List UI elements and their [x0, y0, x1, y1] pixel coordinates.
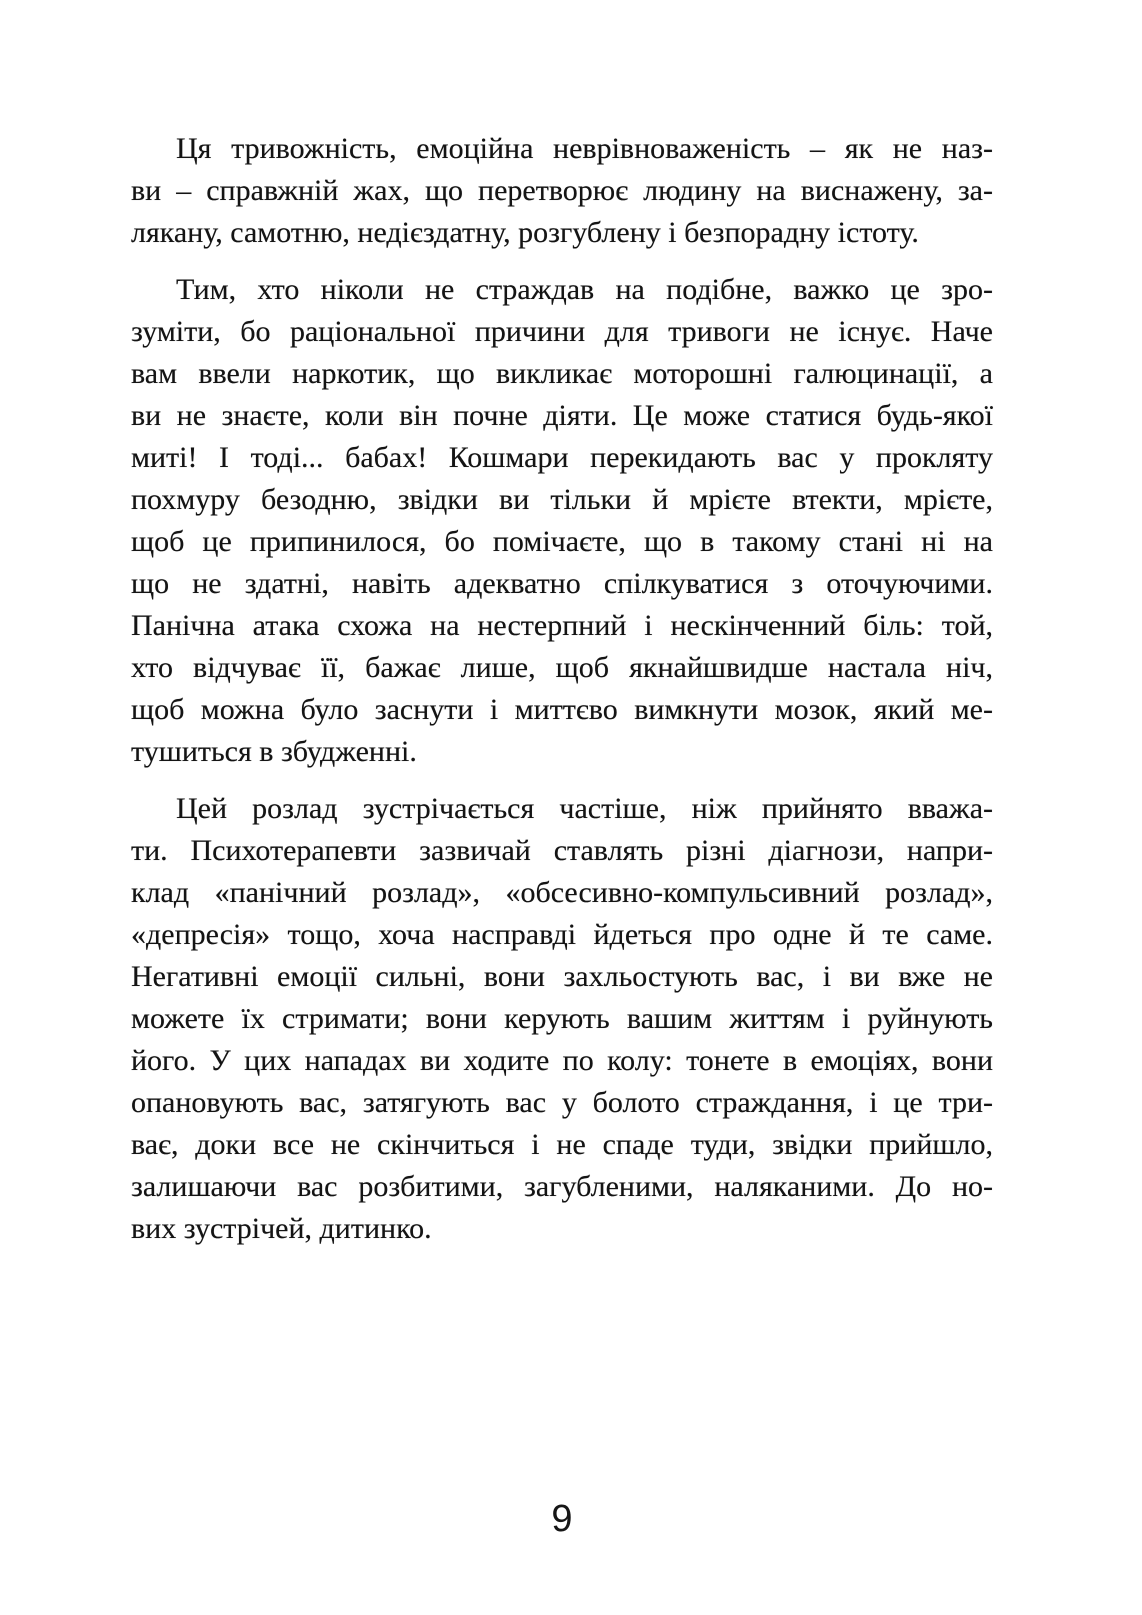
text-line: похмуру безодню, звідки ви тільки й мрієте втекти, мрієте,	[131, 483, 993, 516]
text-line: що не здатні, навіть адекватно спілкуватися з оточуючими.	[131, 567, 993, 600]
text-line: вих зустрічей, дитинко.	[131, 1212, 432, 1245]
text-line: «депресія» тощо, хоча насправді йдеться про одне й те саме.	[131, 918, 993, 951]
text-line: ти. Психотерапевти зазвичай ставлять різні діагнози, напри-	[131, 834, 993, 867]
paragraph	[131, 269, 993, 773]
text-line: щоб це припинилося, бо помічаєте, що в такому стані ні на	[131, 525, 993, 558]
text-line: клад «панічний розлад», «обсесивно-компульсивний розлад»,	[131, 876, 993, 909]
text-line: тушиться в збудженні.	[131, 735, 417, 768]
text-line: опановують вас, затягують вас у болото страждання, і це три-	[131, 1086, 993, 1119]
text-line: хто відчуває її, бажає лише, щоб якнайшвидше настала ніч,	[131, 651, 993, 684]
text-line: залишаючи вас розбитими, загубленими, наляканими. До но-	[131, 1170, 993, 1203]
text-line: можете їх стримати; вони керують вашим життям і руйнують	[131, 1002, 993, 1035]
text-line: щоб можна було заснути і миттєво вимкнути мозок, який ме-	[131, 693, 993, 726]
text-block	[131, 128, 993, 1250]
text-line: Ця тривожність, емоційна неврівноваженість – як не наз-	[176, 132, 993, 165]
text-line: ви – справжній жах, що перетворює людину на виснажену, за-	[131, 174, 993, 207]
paragraph	[131, 788, 993, 1250]
text-line: ви не знаєте, коли він почне діяти. Це може статися будь-якої	[131, 399, 993, 432]
paragraph	[131, 128, 993, 254]
text-line: лякану, самотню, недієздатну, розгублену і безпорадну істоту.	[131, 216, 919, 249]
text-line: зуміти, бо раціональної причини для тривоги не існує. Наче	[131, 315, 993, 348]
text-line: його. У цих нападах ви ходите по колу: тонете в емоціях, вони	[131, 1044, 993, 1077]
text-line: Цей розлад зустрічається частіше, ніж прийнято вважа-	[176, 792, 993, 825]
page-number: 9	[551, 1498, 573, 1540]
text-line: Панічна атака схожа на нестерпний і нескінченний біль: той,	[131, 609, 993, 642]
text-line: вам ввели наркотик, що викликає моторошні галюцинації, а	[131, 357, 993, 390]
text-line: миті! І тоді... бабах! Кошмари перекидають вас у прокляту	[131, 441, 993, 474]
text-line: ває, доки все не скінчиться і не спаде туди, звідки прийшло,	[131, 1128, 993, 1161]
text-line: Тим, хто ніколи не страждав на подібне, важко це зро-	[176, 273, 993, 306]
text-line: Негативні емоції сильні, вони захльостують вас, і ви вже не	[131, 960, 993, 993]
